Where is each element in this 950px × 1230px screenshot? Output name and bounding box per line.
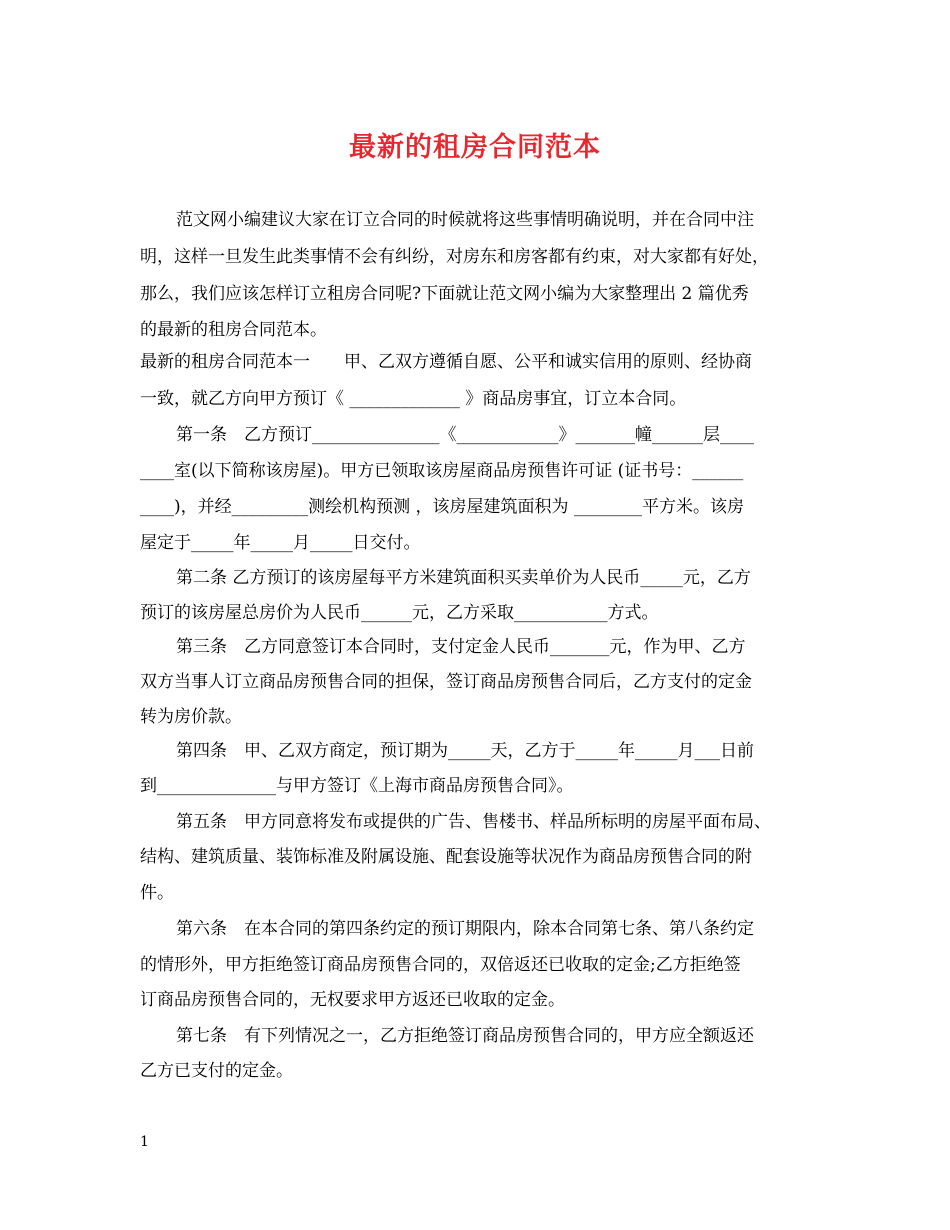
paragraph-line: 乙方已支付的定金。 bbox=[140, 1061, 293, 1081]
paragraph-line: 明，这样一旦发生此类事情不会有纠纷，对房东和房客都有约束，对大家都有好处， bbox=[140, 247, 769, 267]
paragraph-line: 第五条 甲方同意将发布或提供的广告、售楼书、样品所标明的房屋平面布局、 bbox=[176, 812, 771, 832]
paragraph-line: 双方当事人订立商品房预售合同的担保，签订商品房预售合同后，乙方支付的定金 bbox=[140, 672, 752, 692]
paragraph-line: 预订的该房屋总房价为人民币______元，乙方采取___________方式。 bbox=[140, 603, 659, 623]
page-title: 最新的租房合同范本 bbox=[349, 132, 601, 163]
page-number: 1 bbox=[140, 1134, 149, 1150]
paragraph-line: 第一条 乙方预订_______________《____________》_______幢______层____ bbox=[176, 425, 754, 445]
paragraph-line: 到______________与甲方签订《上海市商品房预售合同》。 bbox=[140, 776, 574, 796]
paragraph-line: 第四条 甲、乙双方商定，预订期为_____天，乙方于_____年_____月___日前 bbox=[176, 741, 754, 761]
paragraph-line: 第六条 在本合同的第四条约定的预订期限内，除本合同第七条、第八条约定 bbox=[176, 919, 754, 939]
paragraph-line: 第七条 有下列情况之一，乙方拒绝签订商品房预售合同的，甲方应全额返还 bbox=[176, 1026, 754, 1046]
paragraph-line: 范文网小编建议大家在订立合同的时候就将这些事情明确说明，并在合同中注 bbox=[176, 210, 754, 230]
paragraph-line: ____室(以下简称该房屋)。甲方已领取该房屋商品房预售许可证 (证书号：______ bbox=[140, 461, 744, 481]
paragraph-line: 件。 bbox=[140, 883, 174, 903]
paragraph-line: 一致，就乙方向甲方预订《 _____________ 》商品房事宜，订立本合同。 bbox=[140, 389, 687, 409]
paragraph-line: 结构、建筑质量、装饰标准及附属设施、配套设施等状况作为商品房预售合同的附 bbox=[140, 847, 752, 867]
paragraph-line: 屋定于_____年_____月_____日交付。 bbox=[140, 533, 421, 553]
paragraph-line: 的最新的租房合同范本。 bbox=[140, 320, 327, 340]
paragraph-line: 最新的租房合同范本一 甲、乙双方遵循自愿、公平和诚实信用的原则、经协商 bbox=[140, 352, 752, 372]
paragraph-line: 转为房价款。 bbox=[140, 707, 242, 727]
paragraph-line: 那么，我们应该怎样订立租房合同呢?下面就让范文网小编为大家整理出 2 篇优秀 bbox=[140, 284, 749, 304]
paragraph-line: 订商品房预售合同的，无权要求甲方返还已收取的定金。 bbox=[140, 990, 565, 1010]
paragraph-line: 第二条 乙方预订的该房屋每平方米建筑面积买卖单价为人民币_____元，乙方 bbox=[176, 568, 751, 588]
paragraph-line: 的情形外，甲方拒绝签订商品房预售合同的，双倍返还已收取的定金;乙方拒绝签 bbox=[140, 955, 741, 975]
paragraph-line: ____)，并经_________测绘机构预测 ，该房屋建筑面积为 ________平方米。该房 bbox=[140, 497, 744, 517]
paragraph-line: 第三条 乙方同意签订本合同时，支付定金人民币_______元，作为甲、乙方 bbox=[176, 637, 746, 657]
